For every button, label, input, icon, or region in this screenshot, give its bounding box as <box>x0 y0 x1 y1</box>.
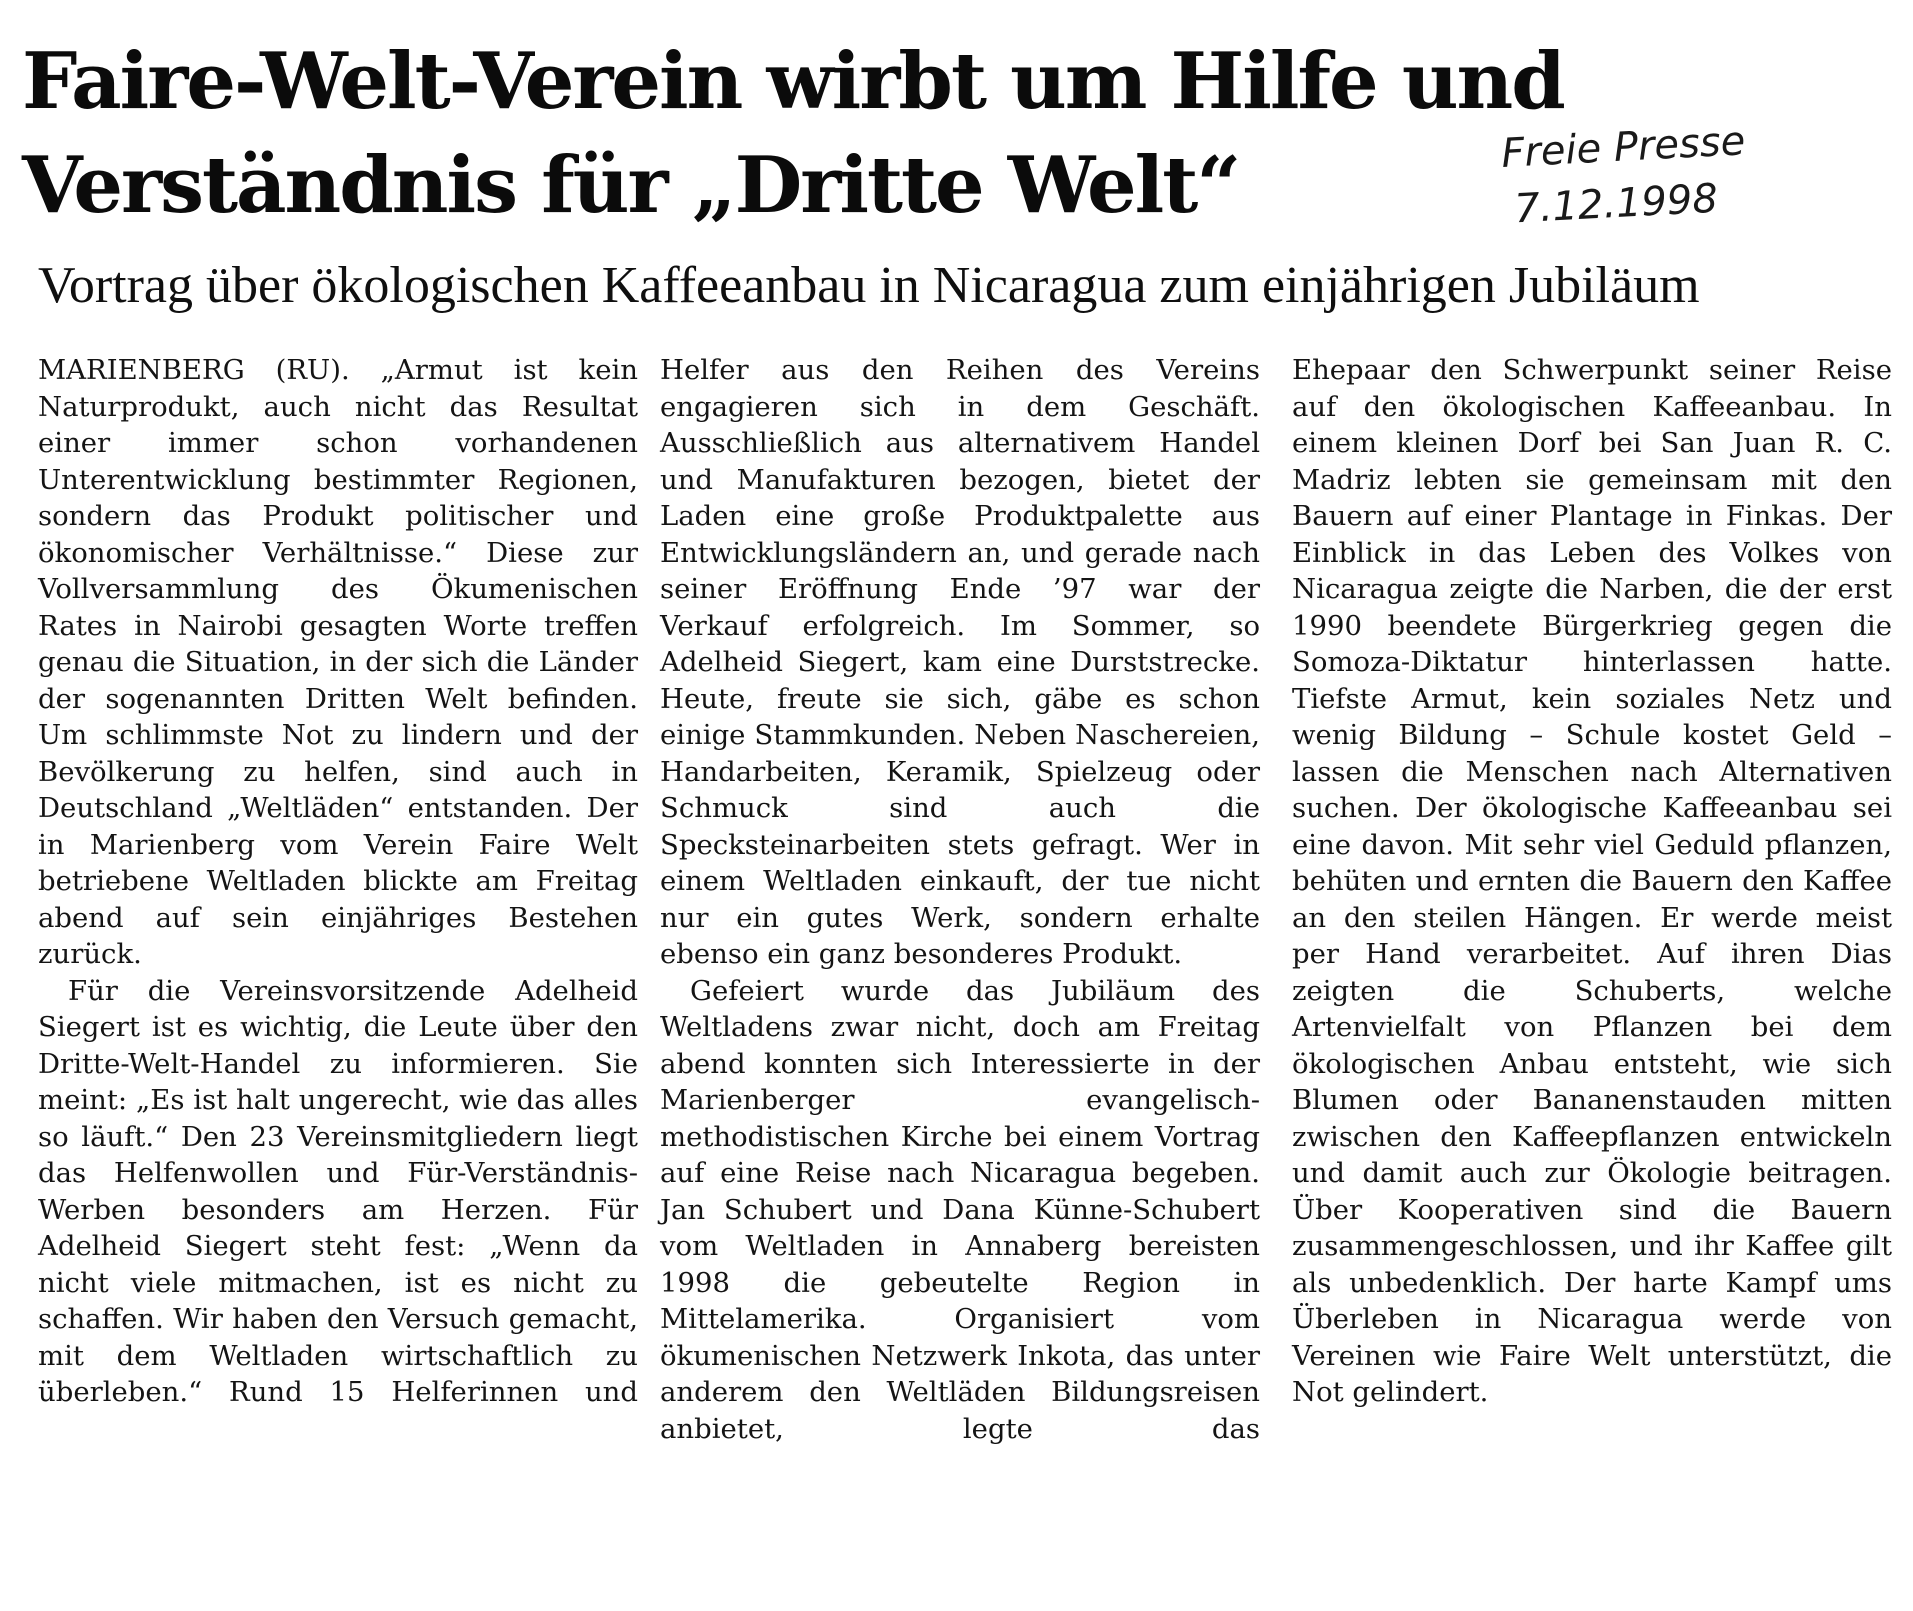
headline-line-1: Faire-Welt-Verein wirbt um Hilfe und <box>22 36 1564 127</box>
handwritten-source: Freie Presse <box>1500 118 1747 177</box>
article-column-1 <box>38 352 638 1411</box>
article-paragraph: Ehepaar den Schwerpunkt seiner Reise auf den ökologischen Kaffeeanbau. In einem kleinen Dorf bei San Juan R. C. Madriz lebten sie gemeinsam mit den Bauern auf einer Plantage in Finkas. Der Einblick in das Leben des Volkes von Nicaragua zeigte die Narben, die der erst 1990 beendete Bürgerkrieg gegen die Somoza-Diktatur hinterlassen hatte. Tiefste Armut, kein soziales Netz und wenig Bildung – Schule kostet Geld – lassen die Menschen nach Alternativen suchen. Der ökologische Kaffeeanbau sei eine davon. Mit sehr viel Geduld pflanzen, behüten und ernten die Bauern den Kaffee an den steilen Hängen. Er werde meist per Hand verarbeitet. Auf ihren Dias zeigten die Schuberts, welche Artenvielfalt von Pflanzen bei dem ökologischen Anbau entsteht, wie sich Blumen oder Bananenstauden mitten zwischen den Kaffeepflanzen entwickeln und damit auch zur Ökologie beitragen. Über Kooperativen sind die Bauern zusammengeschlossen, und ihr Kaffee gilt als unbedenklich. Der harte Kampf ums Überleben in Nicaragua werde von Vereinen wie Faire Welt unterstützt, die Not gelindert. <box>1292 354 1892 1408</box>
headline-line-2: Verständnis für „Dritte Welt“ <box>22 140 1240 231</box>
subheadline: Vortrag über ökologischen Kaffeeanbau in Nicaragua zum einjährigen Jubiläum <box>38 257 1700 314</box>
article-paragraph: Für die Vereinsvorsitzende Adelheid Siegert ist es wichtig, die Leute über den Dritte-Welt-Handel zu informieren. Sie meint: „Es ist halt ungerecht, wie das alles so läuft.“ Den 23 Vereinsmitgliedern liegt das Helfenwollen und Für-Verständnis-Werben besonders am Herzen. Für Adelheid Siegert steht fest: „Wenn da nicht viele mitmachen, ist es nicht zu schaffen. Wir haben den Versuch gemacht, mit dem Weltladen wirtschaftlich zu überleben.“ Rund 15 Helferinnen und <box>38 974 638 1408</box>
article-paragraph: Gefeiert wurde das Jubiläum des Weltladens zwar nicht, doch am Freitag abend konnten sich Interessierte in der Marienberger evangelisch-methodistischen Kirche bei einem Vortrag auf eine Reise nach Nicaragua begeben. Jan Schubert und Dana Künne-Schubert vom Weltladen in Annaberg bereisten 1998 die gebeutelte Region in Mittelamerika. Organisiert vom ökumenischen Netzwerk Inkota, das unter anderem den Weltläden Bildungsreisen anbietet, legte das <box>660 974 1260 1445</box>
article-column-2 <box>660 352 1260 1447</box>
article-paragraph: Helfer aus den Reihen des Vereins engagieren sich in dem Geschäft. Ausschließlich aus alternativem Handel und Manufakturen bezogen, bietet der Laden eine große Produktpalette aus Entwicklungsländern an, und gerade nach seiner Eröffnung Ende ’97 war der Verkauf erfolgreich. Im Sommer, so Adelheid Siegert, kam eine Durststrecke. Heute, freute sie sich, gäbe es schon einige Stammkunden. Neben Naschereien, Handarbeiten, Keramik, Spielzeug oder Schmuck sind auch die Specksteinarbeiten stets gefragt. Wer in einem Weltladen einkauft, der tue nicht nur ein gutes Werk, sondern erhalte ebenso ein ganz besonderes Produkt. <box>660 354 1260 970</box>
article-column-3 <box>1292 352 1892 1411</box>
headline <box>22 30 1564 238</box>
handwritten-date: 7.12.1998 <box>1513 175 1719 233</box>
article-paragraph: MARIENBERG (RU). „Armut ist kein Naturprodukt, auch nicht das Resultat einer immer schon vorhandenen Unterentwicklung bestimmter Regionen, sondern das Produkt politischer und ökonomischer Verhältnisse.“ Diese zur Vollversammlung des Ökumenischen Rates in Nairobi gesagten Worte treffen genau die Situation, in der sich die Länder der sogenannten Dritten Welt befinden. Um schlimmste Not zu lindern und der Bevölkerung zu helfen, sind auch in Deutschland „Weltläden“ entstanden. Der in Marienberg vom Verein Faire Welt betriebene Weltladen blickte am Freitag abend auf sein einjähriges Bestehen zurück. <box>38 354 638 970</box>
handwritten-source-note <box>1500 113 1749 238</box>
